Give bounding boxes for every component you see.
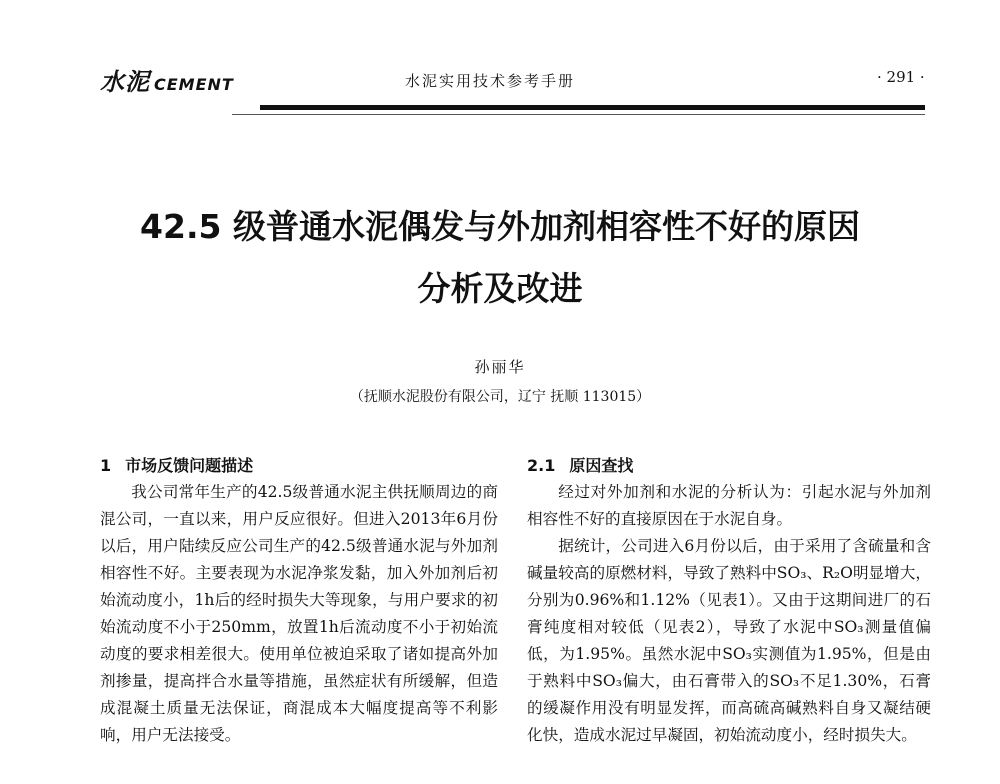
paragraph: 据统计，公司进入6月份以后，由于采用了含硫量和含碱量较高的原燃材料，导致了熟料中SO₃、R₂O明显增大，分别为0.96%和1.12%（见表1）。又由于这期间进厂的石膏纯度相对较低（见表2），导致了水泥中SO₃测量值偏低，为1.95%。虽然水泥中SO₃实测值为1.95%，但是由于熟料中SO₃偏大，由石膏带入的SO₃不足1.30%，石膏的缓凝作用没有明显发挥，而高硫高碱熟料自身又凝结硬化快，造成水泥过早凝固，初始流动度小，经时损失大。 [527,537,931,744]
page-number: · 291 · [877,68,925,86]
section-title: 市场反馈问题描述 [125,456,254,475]
header-rule [260,105,925,110]
right-column [527,452,931,749]
paragraph: 我公司常年生产的42.5级普通水泥主供抚顺周边的商混公司，一直以来，用户反应很好。但进入2013年6月份以后，用户陆续反应公司生产的42.5级普通水泥与外加剂相容性不好。主要表现为水泥净浆发黏，加入外加剂后初始流动度小，1h后的经时损失大等现象，与用户要求的初始流动度不小于250mm，放置1h后流动度不小于初始流动度的要求相差很大。使用单位被迫采取了诸如提高外加剂掺量，提高拌合水量等措施，虽然症状有所缓解，但造成混凝土质量无法保证，商混成本大幅度提高等不利影响，用户无法接受。 [100,483,498,744]
article-title [80,196,920,320]
author: 孙丽华 [474,358,526,376]
logo-chinese: 水泥 [100,67,150,96]
journal-logo [100,62,234,97]
affiliation: （抚顺水泥股份有限公司，辽宁 抚顺 113015） [349,389,651,405]
section-number: 1 [100,456,112,475]
paragraph: 经过对外加剂和水泥的分析认为：引起水泥与外加剂相容性不好的直接原因在于水泥自身。 [527,483,931,528]
running-header: 水泥实用技术参考手册 [405,72,576,90]
section-number: 2.1 [527,456,556,475]
logo-latin: CEMENT [154,75,234,94]
left-column [100,452,498,749]
title-line-2: 分析及改进 [417,269,583,308]
title-line-1: 42.5 级普通水泥偶发与外加剂相容性不好的原因 [140,207,860,246]
section-title: 原因查找 [569,456,634,475]
section-heading-1 [100,452,498,479]
section-heading-2-1 [527,452,931,479]
header-rule-thin [232,114,925,115]
